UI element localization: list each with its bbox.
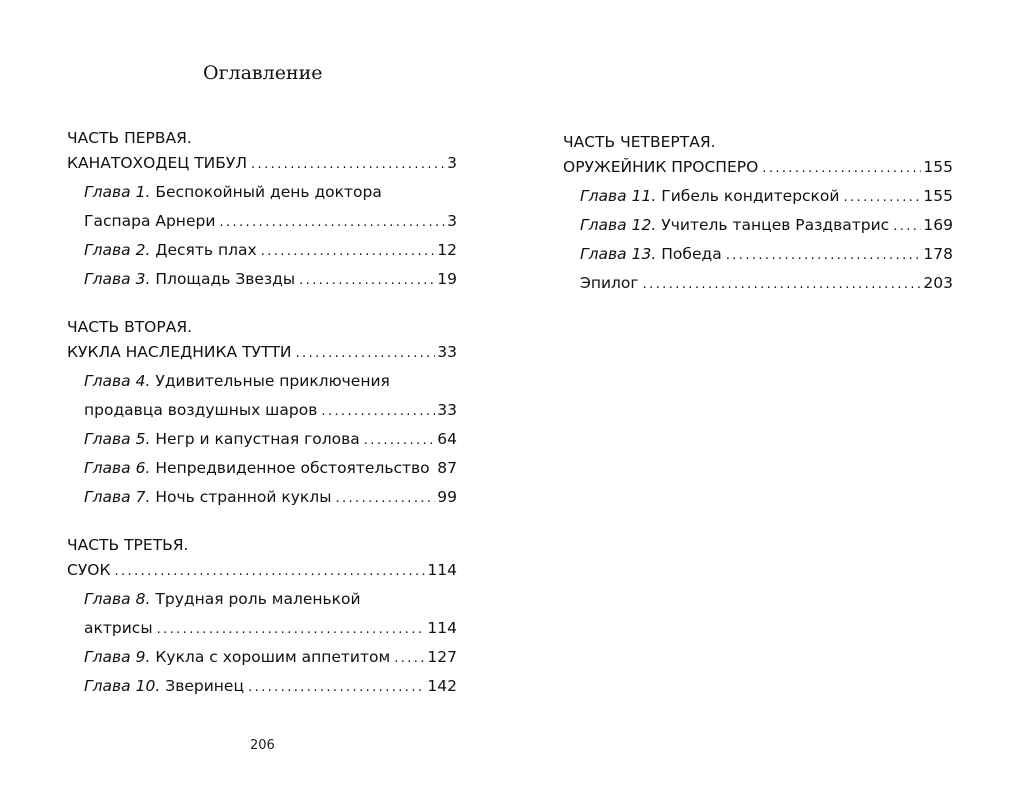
part-title: ОРУЖЕЙНИК ПРОСПЕРО: [563, 158, 759, 176]
chapter-label: Глава 1.: [84, 183, 151, 201]
chapter-entry[interactable]: [67, 396, 457, 425]
page-number: 33: [437, 401, 457, 419]
chapter-entry[interactable]: [67, 207, 457, 236]
part-label: [67, 534, 457, 556]
chapter-entry-line1[interactable]: [67, 367, 457, 396]
dot-leader: [157, 615, 426, 644]
page-number: 99: [437, 488, 457, 506]
part-title: КУКЛА НАСЛЕДНИКА ТУТТИ: [67, 343, 292, 361]
chapter-title: Кукла с хорошим аппетитом: [155, 648, 391, 666]
chapter-title: Зверинец: [165, 677, 245, 695]
part-title-entry[interactable]: [563, 153, 953, 182]
part-label-text: ЧАСТЬ ПЕРВАЯ.: [67, 129, 192, 147]
toc-right-column: [563, 131, 953, 320]
page-number: 178: [923, 245, 953, 263]
dot-leader: [321, 397, 435, 426]
toc-part: [67, 127, 457, 294]
chapter-title: Победа: [661, 245, 722, 263]
chapter-title: Гаспара Арнери: [84, 212, 216, 230]
chapter-label: Глава 13.: [580, 245, 657, 263]
chapter-label: Глава 9.: [84, 648, 151, 666]
dot-leader: [364, 426, 436, 455]
chapter-label: Глава 3.: [84, 270, 151, 288]
dot-leader: [726, 241, 922, 270]
part-title: КАНАТОХОДЕЦ ТИБУЛ: [67, 154, 248, 172]
chapter-entry[interactable]: [67, 672, 457, 701]
chapter-title: Удивительные приключения: [155, 372, 390, 390]
toc-part: [67, 316, 457, 512]
chapter-entry[interactable]: [563, 182, 953, 211]
part-title-entry[interactable]: [67, 149, 457, 178]
dot-leader: [296, 339, 436, 368]
chapter-label: Глава 4.: [84, 372, 151, 390]
page-number: 3: [447, 212, 457, 230]
chapter-entry[interactable]: [67, 425, 457, 454]
dot-leader: [248, 673, 425, 702]
dot-leader: [762, 154, 921, 183]
dot-leader: [434, 455, 436, 484]
dot-leader: [394, 644, 425, 673]
toc-part: [563, 131, 953, 298]
part-label: [67, 316, 457, 338]
page-number: 12: [437, 241, 457, 259]
chapter-entry-line1[interactable]: [67, 178, 457, 207]
dot-leader: [843, 183, 921, 212]
toc-left-column: [67, 127, 457, 723]
chapter-title: Ночь странной куклы: [155, 488, 332, 506]
chapter-title: Негр и капустная голова: [155, 430, 360, 448]
chapter-label: Глава 8.: [84, 590, 151, 608]
page-number: 155: [923, 187, 953, 205]
page-number: 127: [427, 648, 457, 666]
chapter-label: Глава 2.: [84, 241, 151, 259]
page-number: 114: [427, 561, 457, 579]
dot-leader: [335, 484, 435, 513]
page-number: 155: [923, 158, 953, 176]
page-number: 169: [923, 216, 953, 234]
page-number: 114: [427, 619, 457, 637]
chapter-entry[interactable]: [67, 265, 457, 294]
part-label-text: ЧАСТЬ ТРЕТЬЯ.: [67, 536, 189, 554]
chapter-title: Непредвиденное обстоятельство: [155, 459, 430, 477]
page-number: 19: [437, 270, 457, 288]
chapter-title: Гибель кондитерской: [661, 187, 840, 205]
dot-leader: [261, 237, 436, 266]
chapter-entry[interactable]: [67, 236, 457, 265]
dot-leader: [893, 212, 921, 241]
chapter-title: Трудная роль маленькой: [155, 590, 361, 608]
dot-leader: [219, 208, 445, 237]
chapter-title: актрисы: [84, 619, 153, 637]
chapter-label: Глава 5.: [84, 430, 151, 448]
chapter-label: Глава 11.: [580, 187, 657, 205]
chapter-title: Учитель танцев Раздватрис: [661, 216, 890, 234]
page-number: 87: [437, 459, 457, 477]
page-number: 64: [437, 430, 457, 448]
part-label-text: ЧАСТЬ ЧЕТВЕРТАЯ.: [563, 133, 716, 151]
part-label: [563, 131, 953, 153]
dot-leader: [114, 557, 425, 586]
part-title-entry[interactable]: [67, 556, 457, 585]
chapter-title: Площадь Звезды: [155, 270, 296, 288]
chapter-entry-line1[interactable]: [67, 585, 457, 614]
page-title: Оглавление: [203, 62, 323, 84]
dot-leader: [643, 270, 922, 299]
page-number: 3: [447, 154, 457, 172]
folio-page-number: 206: [250, 738, 275, 753]
chapter-title: Десять плах: [155, 241, 257, 259]
chapter-label: Глава 7.: [84, 488, 151, 506]
chapter-label: Глава 6.: [84, 459, 151, 477]
part-label: [67, 127, 457, 149]
page-number: 33: [437, 343, 457, 361]
chapter-entry[interactable]: [67, 614, 457, 643]
chapter-title: продавца воздушных шаров: [84, 401, 318, 419]
toc-part: [67, 534, 457, 701]
chapter-entry[interactable]: [67, 643, 457, 672]
page-number: 142: [427, 677, 457, 695]
chapter-label: Глава 10.: [84, 677, 161, 695]
chapter-entry[interactable]: [563, 240, 953, 269]
chapter-label: Глава 12.: [580, 216, 657, 234]
chapter-entry[interactable]: [563, 211, 953, 240]
epilogue-entry[interactable]: [563, 269, 953, 298]
part-title: СУОК: [67, 561, 111, 579]
chapter-title: Беспокойный день доктора: [155, 183, 382, 201]
dot-leader: [251, 150, 445, 179]
part-title-entry[interactable]: [67, 338, 457, 367]
page-number: 203: [923, 274, 953, 292]
chapter-entry[interactable]: [67, 454, 457, 483]
chapter-title: Эпилог: [580, 274, 639, 292]
dot-leader: [299, 266, 435, 295]
chapter-entry[interactable]: [67, 483, 457, 512]
part-label-text: ЧАСТЬ ВТОРАЯ.: [67, 318, 193, 336]
